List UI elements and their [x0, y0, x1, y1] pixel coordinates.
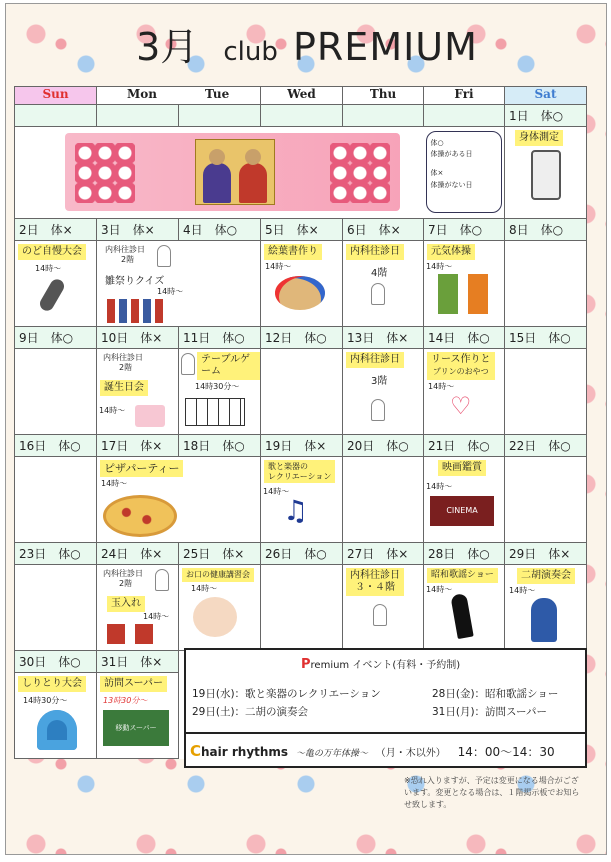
event-nodo: のど自慢大会	[18, 244, 86, 260]
premium-event-31: 31日(月)：訪問スーパー	[432, 706, 548, 718]
doctor-icon	[155, 569, 169, 591]
date-25: 25日 体×	[179, 543, 261, 565]
date-19: 19日 体×	[261, 435, 343, 457]
date-4: 4日 体○	[179, 219, 261, 241]
date-14: 14日 体○	[424, 327, 505, 349]
palette-icon	[275, 276, 325, 310]
heart-wreath-icon: ♡	[450, 391, 472, 420]
date-6: 6日 体×	[343, 219, 424, 241]
premium-event-28: 28日(金)：昭和歌謡ショー	[432, 688, 559, 700]
event-shiritori: しりとり大会	[18, 676, 86, 692]
event-row: ピザパーティー 14時～ 歌と楽器の レクリエーション 14時～ ♫ 映画鑑賞 14時～ CINEMA	[15, 457, 587, 543]
doctor-icon	[157, 245, 171, 267]
legend-bubble: 体○ 体操がある日 体× 体操がない日	[426, 131, 503, 213]
brain-icon	[37, 710, 77, 750]
event-eiga: 映画鑑賞	[438, 460, 486, 476]
date-26: 26日 体○	[261, 543, 343, 565]
microphone-icon	[37, 276, 66, 312]
dancer-icon	[450, 593, 473, 639]
cards-icon	[185, 398, 245, 426]
dental-icon	[193, 597, 237, 637]
date-row	[15, 543, 587, 565]
pizza-icon	[103, 495, 177, 537]
premium-divider	[186, 732, 585, 734]
date-29: 29日 体×	[505, 543, 587, 565]
date-18: 18日 体○	[179, 435, 261, 457]
date-15: 15日 体○	[505, 327, 587, 349]
weekday-tue: Tue	[205, 87, 230, 101]
date-30: 30日 体○	[15, 651, 97, 673]
date-21: 21日 体○	[424, 435, 505, 457]
premium-title: Premium イベント(有料・予約制)	[301, 657, 461, 672]
premium-label: PREMIUM	[292, 25, 478, 69]
date-17: 17日 体×	[97, 435, 179, 457]
date-row	[15, 327, 587, 349]
event-pizza: ピザパーティー	[100, 460, 183, 477]
weekday-header	[15, 87, 587, 105]
premium-event-19: 19日(水)：歌と楽器のレクリエーション	[192, 688, 381, 700]
date-row	[15, 105, 587, 127]
event-naika6: 内科往診日	[346, 244, 404, 260]
date-31: 31日 体×	[97, 651, 179, 673]
weekday-mon-tue	[97, 87, 261, 105]
premium-event-29: 29日(土)：二胡の演奏会	[192, 706, 309, 718]
date-9: 9日 体○	[15, 327, 97, 349]
event-row: 内科往診日 2階 誕生日会 14時～ テーブルゲーム 14時30分～ 内科往診日 3階 リース作りと プリンのおやつ 14時～ ♡	[15, 349, 587, 435]
date-8: 8日 体○	[505, 219, 587, 241]
scale-icon	[531, 150, 561, 200]
event-tama: 玉入れ	[107, 596, 145, 612]
music-notes-icon: ♫	[283, 493, 309, 527]
event-tanjo: 誕生日会	[100, 380, 148, 396]
date-13: 13日 体×	[343, 327, 424, 349]
event-homon: 訪問スーパー	[100, 676, 167, 692]
weekday-wed: Wed	[261, 87, 343, 105]
chair-rhythms: Chair rhythms ～亀の万年体操～ （月・木以外） 14：00～14：30	[190, 742, 555, 760]
date-12: 12日 体○	[261, 327, 343, 349]
basket-icon	[107, 624, 163, 644]
date-10: 10日 体×	[97, 327, 179, 349]
date-3: 3日 体×	[97, 219, 179, 241]
date-22: 22日 体○	[505, 435, 587, 457]
weekday-sat: Sat	[505, 87, 587, 105]
month-title: 3月	[136, 25, 199, 69]
event-row: 内科往診日 2階 玉入れ 14時～ お口の健康講習会 14時～ 内科往診日 ３・４階 昭和歌謡ショー 14時～ 二胡演奏会 14時～	[15, 565, 587, 651]
weekday-fri: Fri	[424, 87, 505, 105]
hina-dolls-image	[65, 133, 400, 211]
event-uta: 歌と楽器の レクリエーション	[264, 460, 335, 483]
date-16: 16日 体○	[15, 435, 97, 457]
cake-icon	[135, 405, 165, 427]
date-5: 5日 体×	[261, 219, 343, 241]
event-kuchi: お口の健康講習会	[182, 568, 254, 582]
event-lease: リース作りと プリンのおやつ	[427, 352, 495, 380]
hina-icon	[107, 299, 167, 323]
event-ehagaki: 絵葉書作り	[264, 244, 322, 260]
event-row: しりとり大会 14時30分～ 訪問スーパー 13時30分～ 移動スーパー	[15, 673, 587, 759]
exercise-icon	[438, 274, 488, 314]
date-row	[15, 435, 587, 457]
page-title	[6, 12, 607, 82]
notice-text: ※恐れ入りますが、予定は変更になる場合がございます。変更となる場合は、１階掲示板でお知らせ致します。	[404, 776, 580, 809]
weekday-sun: Sun	[15, 87, 97, 105]
event-naika27: 内科往診日 ３・４階	[346, 568, 404, 596]
premium-info-box	[184, 648, 587, 768]
date-11: 11日 体○	[179, 327, 261, 349]
date-7: 7日 体○	[424, 219, 505, 241]
event-niko: 二胡演奏会	[517, 568, 575, 584]
doctor-icon	[373, 604, 387, 626]
club-label: club	[223, 37, 278, 67]
erhu-player-icon	[531, 598, 557, 642]
event-shintai: 身体測定	[515, 130, 563, 146]
date-28: 28日 体○	[424, 543, 505, 565]
doctor-icon	[371, 283, 385, 305]
weekday-thu: Thu	[343, 87, 424, 105]
doctor-icon	[181, 353, 195, 375]
date-20: 20日 体○	[343, 435, 424, 457]
doctor-icon	[371, 399, 385, 421]
date-24: 24日 体×	[97, 543, 179, 565]
event-row	[15, 127, 587, 219]
cinema-icon: CINEMA	[430, 496, 494, 526]
date-27: 27日 体×	[343, 543, 424, 565]
date-2: 2日 体×	[15, 219, 97, 241]
event-row: のど自慢大会 14時～ 内科往診日 2階 雛祭りクイズ 14時～ 絵葉書作り 14時～ 内科往診日 4階 元気体操 14時～	[15, 241, 587, 327]
event-showa: 昭和歌謡ショー	[427, 568, 498, 583]
event-naika13: 内科往診日	[346, 352, 404, 368]
date-1: 1日 体○	[505, 105, 587, 127]
event-genki: 元気体操	[427, 244, 475, 260]
weekday-mon: Mon	[127, 87, 158, 101]
date-row	[15, 219, 587, 241]
truck-icon: 移動スーパー	[103, 710, 169, 746]
date-23: 23日 体○	[15, 543, 97, 565]
event-table: テーブルゲーム	[197, 352, 260, 380]
